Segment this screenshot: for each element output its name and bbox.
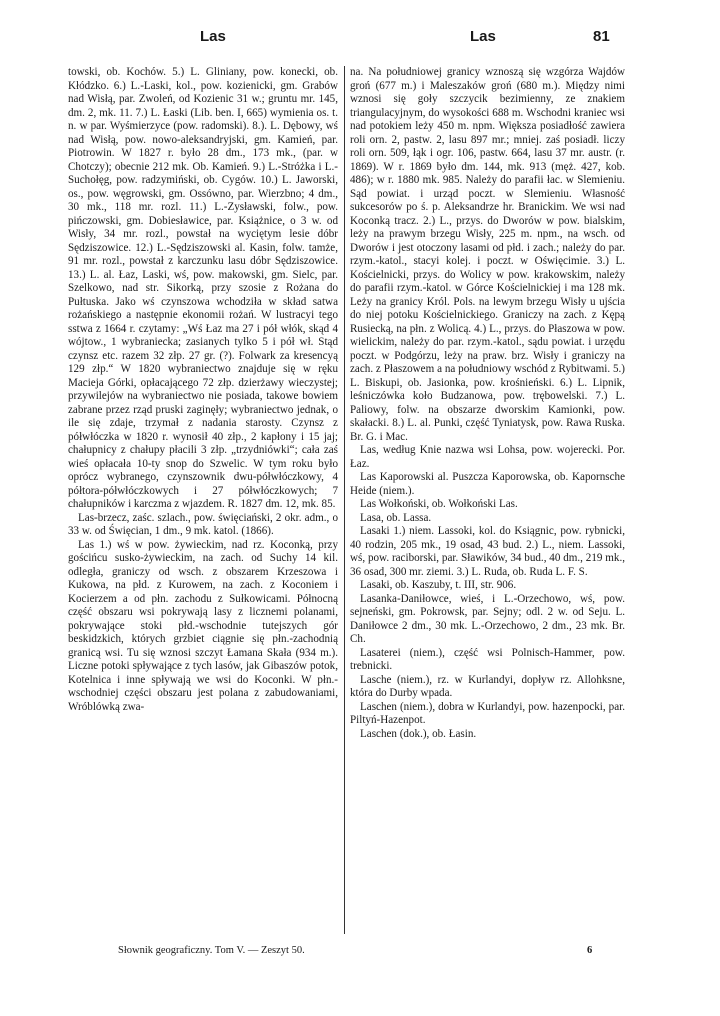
entry-paragraph: Las Kaporowski al. Puszcza Kaporowska, ob. Kapornsche Heide (niem.). <box>350 471 625 497</box>
footer-signature: 6 <box>587 945 593 956</box>
entry-paragraph: Lasaki 1.) niem. Lassoki, kol. do Ksiągnic, pow. rybnicki, 40 rodzin, 205 mk., 19 osad, 43 bud. 2.) L., niem. Lassoki, wś, pow. raciborski, par. Sławików, 34 bud., 40 dm., 219 mk., 36 osad, 300 mr. ziemi. 3.) L. Ruda, ob. Ruda L. F. S. <box>350 525 625 578</box>
left-column <box>68 66 338 714</box>
entry-paragraph: Laschen (dok.), ob. Łasin. <box>360 727 477 740</box>
entry-paragraph: Las Wołkoński, ob. Wołkoński Las. <box>360 498 518 510</box>
entry-paragraph: Las, według Knie nazwa wsi Lohsa, pow. wojerecki. Por. Łaz. <box>350 444 625 470</box>
running-head-center: Las <box>470 28 496 45</box>
entry-paragraph: Lasanka-Daniłowce, wieś, i L.-Orzechowo, wś, pow. sejneński, gm. Pokrowsk, par. Sejny; odl. 2 w. od Seju. L. Daniłowce 2 dm., 30 mk. L.-Orzechowo, 2 dm., 23 mk. Br. Ch. <box>350 592 625 645</box>
entry-paragraph: na. Na południowej granicy wznoszą się wzgórza Wajdów groń (677 m.) i Maleszaków groń (680 m.). Między nimi wznosi się goły szczycik bezimienny, ze znakiem triangulacyjnym, do wysokości 688 m. Wschodni kraniec wsi nad potokiem leży 450 m. npm. Większa posiadłość zawiera roli orn. 2, pastw. 2, lasu 897 mr.; mniej. zaś posiadł. liczy roli orn. 509, łąk i ogr. 106, pastw. 664, lasu 37 mr. austr. (r. 1869). W r. 1869 było dm. 144, mk. 913 (męż. 427, kob. 486); w r. 1880 mk. 985. Należy do parafii łac. w Slemieniu. Sąd powiat. i urząd poczt. w Slemieniu. Własność sukcesorów po ś. p. Aleksandrze hr. Branickim. We wsi nad Koconką tracz. 2.) L., przys. do Dworów w pow. bialskim, leży na prawym brzegu Wisły, 225 m. npm., na wsch. od Dworów i jest otoczony lasami od płd. i zach.; należy do par. rzym.-katol., stacyi kolej. i poczt. w Oświęcimie. 3.) L. Kościelnicki, przys. do Wolicy w pow. krakowskim, należy do parafii rzym.-katol. w Górce Kościelnickiej i ma 128 mk. Leży na granicy Król. Pols. na lewym brzegu Wisły u ujścia do niej potoku Kościelnickiego. Graniczy na zach. z Kępą Rusiecką, na płn. z Wolicą. 4.) L., przys. do Płaszowa w pow. wielickim, należy do par. rzym.-katol., sądu powiat. i urzędu poczt. w Podgórzu, leży na praw. brz. Wisły i graniczy na zach. z Płaszowem a na południowy wschód z Rybitwami. 5.) L. Biskupi, ob. Jasionka, pow. krośnieński. 6.) L. Lipnik, leśniczówka koło Budzanowa, pow. trębowelski. 7.) L. Paliowy, folw. na obszarze dworskim Kamionki, pow. skałacki. 8.) L. al. Punki, część Tyniatysk, pow. Rawa Ruska. Br. G. i Mac. <box>350 66 625 443</box>
entry-paragraph: Las 1.) wś w pow. żywieckim, nad rz. Koconką, przy gościńcu susko-żywieckim, na zach. od Suchy 14 kil. odległa, graniczy od wsch. z obszarem Krzeszowa i Kukowa, na płd. z Kurowem, na zach. z Koconiem i Kocierzem a od płn. zachodu z Sułkowicami. Północną część obszaru wsi pokrywają lasy z licznemi polanami, pokrywające stoki płd.-wschodnie tutejszych gór beskidzkich, których grzbiet ciągnie się płn.-zachodnią granicą wsi. Tu się wznosi szczyt Łamana Skała (934 m.). Liczne potoki spływające z tych lasów, jak Gibaszów potok, Kotelnica i inne spływają we wsi do Koconki. W płn.-wschodniej części obszaru jest polana z zabudowaniami, Wróblówką zwa- <box>68 538 338 713</box>
entry-paragraph: Laschen (niem.), dobra w Kurlandyi, pow. hazenpocki, par. Piltyń-Hazenpot. <box>350 700 625 726</box>
entry-paragraph: Lasa, ob. Lassa. <box>360 511 432 524</box>
footer-source: Słownik geograficzny. Tom V. — Zeszyt 50. <box>118 945 305 956</box>
entry-paragraph: Lasaki, ob. Kaszuby, t. III, str. 906. <box>360 579 517 591</box>
column-divider <box>344 66 345 934</box>
entry-paragraph: Lasche (niem.), rz. w Kurlandyi, dopływ rz. Allohksne, która do Durby wpada. <box>350 673 625 699</box>
entry-paragraph: towski, ob. Kochów. 5.) L. Gliniany, pow. konecki, ob. Kłódzko. 6.) L.-Laski, kol., pow. kozienicki, gm. Grabów nad Wisłą, par. Zwoleń, od Kozienic 31 w.; gruntu mr. 145, dm. 2, mk. 11. 7.) L. Łaski (Lib. ben. I, 665) wymienia os. t. n. w par. Wyśmierzyce (pow. radomski). 8.). L. Dębowy, wś nad Wisłą, pow. nowo-aleksandryjski, gm. Kamień, par. Piotrowin. W 1827 r. było 28 dm., 173 mk., (par. w Chotczy); obecnie 212 mk. Ob. Kamień. 9.) L.-Stróżka i L.-Suchołęg, pow. radzymiński, ob. Cygów. 10.) L. Jaworski, os., pow. węgrowski, gm. Ossówno, par. Wierzbno; 4 dm., 30 mk., 118 mr. rozl. 11.) L.-Zysławski, folw., pow. pińczowski, gm. Dobiesławice, par. Książnice, o 3 w. od Wisły, 34 mr. rozl., powstał na wyciętym lesie dóbr Sędziszowice. 12.) L.-Sędziszowski al. Kasin, folw. tamże, 91 mr. rozl., powstał z karczunku lasu dóbr Sędziszowice. 13.) L. al. Łaz, Laski, wś, pow. makowski, gm. Sielc, par. Szelkowo, nad str. Sikorką, przy szosie z Rożana do Pułtuska. Jako wś czynszowa wchodziła w skład satwa rożańskiego a następnie ekonomii rożań. W lustracyi tego sstwa z 1664 r. czytamy: „Wś Łaz ma 27 i pół włók, skąd 4 wójtow., 1 wybraniecka; zasianych tylko 5 i pół wł. Stąd czynsz etc. razem 32 złp. 27 gr. (?). Folwark za kresencyą 129 złp.“ W 1820 wybraniectwo znajduje się w ręku Macieja Górki, opłacającego 72 złp. dzierżawy wieczystej; przywilejów na wybraniectwo nie posiada, takowe bowiem zabrane przez rząd pruski zaginęły; wybraniectwo jednak, o ile się zdaje, trzymał z nadania starosty. Czynsz z półwłóczka w 1820 r. wynosił 40 złp., 2 kapłony i 15 jaj; chałupnicy z chałupy płacili 3 złp. „trzydniówki“; cała zaś wieś opłacała 10-ty snop do Szwelic. W tym roku było oprócz wybranego, czynszownik dwu-półwłóczkowy, 4 półtora-półwłóczkowych i 27 półwłóczkowych; 7 chałupników i karczma z wjazdem. R. 1827 dm. 12, mk. 85. <box>68 66 338 510</box>
entry-paragraph: Lasaterei (niem.), część wsi Polnisch-Hammer, pow. trebnicki. <box>350 646 625 672</box>
running-head-left: Las <box>200 28 226 45</box>
page-number: 81 <box>593 28 610 45</box>
right-column <box>350 66 625 741</box>
entry-paragraph: Las-brzecz, zaśc. szlach., pow. święciański, 2 okr. adm., o 33 w. od Święcian, 1 dm., 9 mk. katol. (1866). <box>68 511 338 537</box>
